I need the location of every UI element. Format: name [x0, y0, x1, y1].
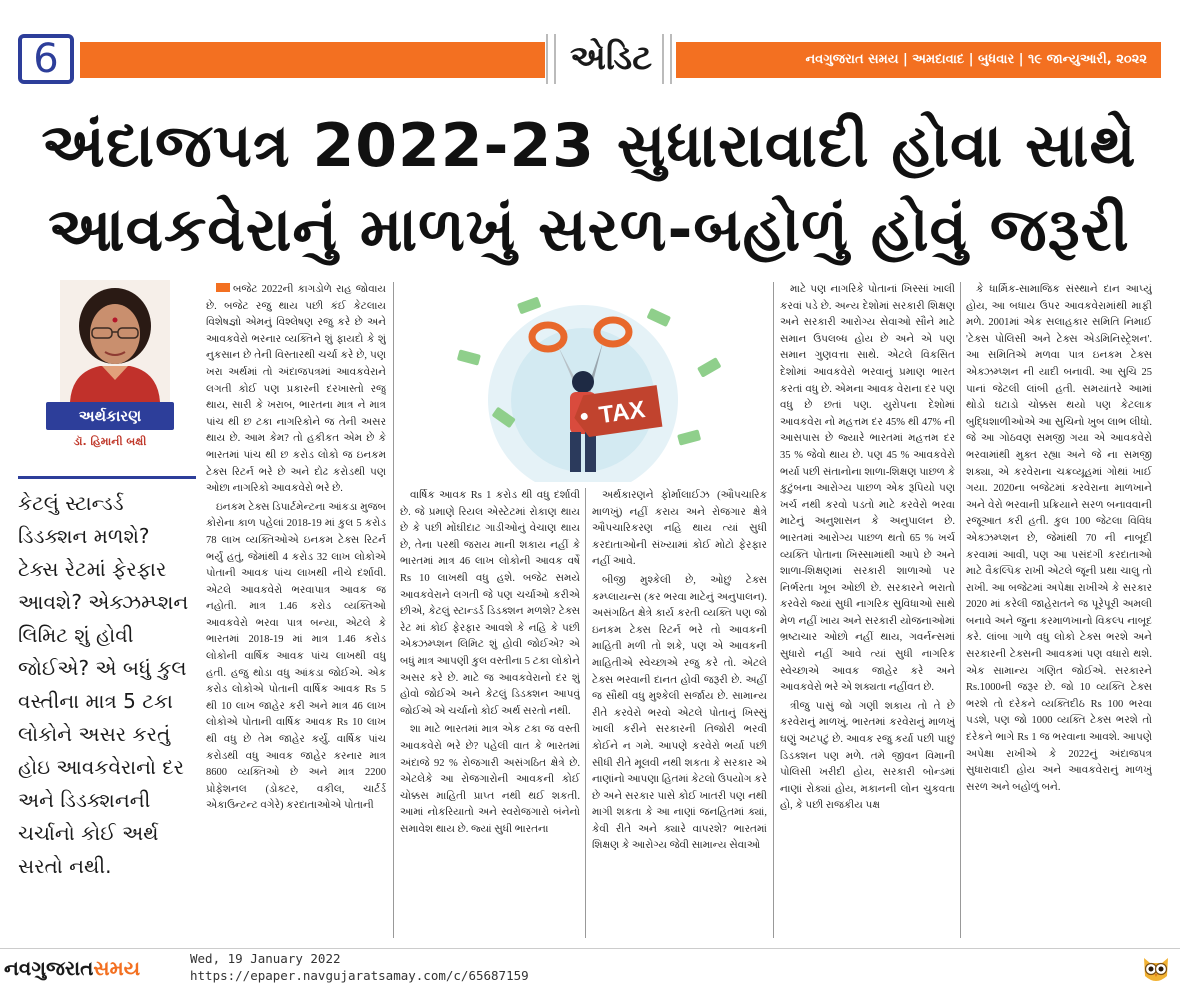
article-start-marker — [216, 283, 230, 292]
article-paragraph: ઇનકમ ટેક્સ ડિપાર્ટમેન્ટના આંકડા મુજબ કોરોના કાળ પહેલાં 2018-19 માં કુલ 5 કરોડ 78 લાખ વ્યક્તિઓએ ઇનકમ ટેક્સ રિટર્ન ભર્યું હતું, જેમાંથી 4 કરોડ 32 લાખ લોકોએ પોતાની આવક પાંચ લાખથી નીચે દર્શાવી. એટલે આવકવેરો ભરવાપાત્ર આવક જ નહોતી. માત્ર 1.46 કરોડ વ્યક્તિઓ આવકવેરો ભરવા પાત્ર બન્યા, એટલે કે ભારતમાં 2018-19 માં માત્ર 1.46 કરોડ લોકોની વાર્ષિક આવક પાંચ લાખથી વધુ હતી. હજુ થોડા વધુ આંકડા જોઈએ. એક કરોડ લોકોએ પોતાની વાર્ષિક આવક Rs 5 થી 10 લાખ જાહેર કરી અને માત્ર 46 લાખ લોકોએ પોતાની વાર્ષિક આવક Rs 10 લાખ થી વધુ છે તેમ જાહેર કર્યું. વાર્ષિક પાંચ કરોડથી વધુ આવક જાહેર કરનાર માત્ર 8600 વ્યક્તિઓ છે અને માત્ર 2200 પ્રોફેશનલ (ડોક્ટર, વકીલ, ચાર્ટર્ડ એકાઉન્ટન્ટ વગેરે) કરદાતાઓએ પોતાની — [206, 501, 386, 812]
column-divider — [585, 488, 586, 938]
article-column-5 — [966, 282, 1152, 942]
section-label: એડિટ — [569, 38, 652, 78]
page-number: 6 — [18, 34, 74, 84]
tax-illustration — [398, 282, 768, 482]
column-divider — [393, 282, 394, 938]
column-divider — [960, 282, 961, 938]
footer-divider — [0, 948, 1180, 949]
article-paragraph: શા માટે ભારતમાં માત્ર એક ટકા જ વસ્તી આવકવેરો ભરે છે? પહેલી વાત કે ભારતમાં અંદાજે 92 % રોજગારી અસંગઠિત ક્ષેત્રે છે. એટલેકે આ રોજગારોની આવકની કોઈ ચોક્કસ માહિતી પ્રાપ્ત નથી થઈ શકતી. આમાં નોકરિયાતો અને સ્વરોજગારો બંનેનો સમાવેશ થાય છે. જ્યાં સુધી ભારતના — [400, 724, 580, 835]
column-divider — [773, 282, 774, 938]
column-name-badge: અર્થકારણ — [46, 402, 174, 430]
author-photo — [60, 280, 170, 402]
article-paragraph: બજેટ 2022ની કાગડોળે રાહ જોવાય છે. બજેટ રજુ થાય પછી કંઈ કેટલાય વિશેષજ્ઞો એમનું વિશ્લેષણ રજુ કરે છે અને આવકવેરો ભરનાર વ્યક્તિને શું ફાયદો કે શું નુકસાન છે તેની વિસ્તારથી ચર્ચા કરે છે, પણ ખરા અર્થમાં તો અંદાજપત્રમાં આવકવેરાને લગતી કોઈ પણ પ્રકારની દરખાસ્તો રજુ થાય, સારી કે ખરાબ, ભારતના માત્ર ને માત્ર પાંચ થી છ ટકા નાગરિકોને જ તેની અસર થાય છે. આમ કેમ? તો હકીકત એમ છે કે ભારતમાં પાંચ થી છ કરોડ લોકો જ ઇનકમ ટેક્સ રિટર્ન ભરે છે અને દોઢ કરોડથી પણ ઓછા નાગરિકો આવકવેરો ભરે છે. — [206, 284, 386, 495]
tax-tag-label: TAX — [597, 396, 647, 430]
header-divider — [546, 34, 556, 84]
publication-logo[interactable] — [4, 956, 140, 980]
article-paragraph: અર્થકારણને ફોર્માલાઈઝ (ઔપચારિક માળખું) નહીં કરાય અને રોજગાર ક્ષેત્રે ઔપચારિકરણ નહિ થાય ત્યાં સુધી કરદાતાઓની સંખ્યામાં કોઈ મોટો ફેરફાર નહીં આવે. — [592, 490, 767, 568]
article-column-4 — [780, 282, 955, 942]
footer-date: Wed, 19 January 2022 — [190, 951, 341, 966]
article-column-2 — [400, 488, 580, 942]
header-divider — [662, 34, 672, 84]
article-paragraph: કે ધાર્મિક-સામાજિક સંસ્થાને દાન આપ્યું હોય, આ બધાય ઉપર આવકવેરામાંથી માફી મળે. 2001માં એક સલાહકાર સમિતિ નિમાઈ 'ટેક્સ પોલિસી અને ટેક્સ એડમિનિસ્ટ્રેશન'. આ સમિતિએ મળવા પાત્ર ઇનકમ ટેક્સ એક્ઝમ્પ્શન ની યાદી બનાવી. આ સુચિ 25 પાનાં જેટલી લાંબી હતી. સમયાંતરે આમાં થોડો ઘટાડો ચોક્કસ થયો પણ કેટલાક બુદ્ધિશાળીઓએ આ સુચિનો ખુબ લાભ લીધો. જે આ ગોઠવણ સમજી ગયા એ આવકવેરો ભરવામાંથી મુક્ત રહ્યા અને જે ના સમજી શક્યા, એ કરવેરાના ચક્રવ્યૂહમાં ગોથાં ખાઈ ગયા. 2020ના બજેટમાં કરવેરાના માળખાને અને વેરો ભરવાની પ્રક્રિયાને સરળ બનાવવાની રજૂઆત કરી હતી. કુલ 100 જેટલા વિવિધ એક્ઝમ્પ્શન છે, જેમાંથી 70 ની નાબૂદી કરવામાં આવી, પણ આ પસંદગી કરદાતાઓ માટે વૈકલ્પિક રાખી એટલે જૂની પ્રથા ચાલુ તો રાખી. આ બજેટમાં અપેક્ષા રાખીએ કે સરકાર 2020 માં કરેલી જાહેરાતને જ પૂરેપૂરી અમલી બનાવે અને જુના કરમાળખાનો વિકલ્પ નાબૂદ કરે. લાંબા ગાળે વધુ લોકો ટેક્સ ભરશે અને સરકારની ટેક્સની આવકમાં પણ વધારો થશે. એક સામાન્ય ગણિત જોઈએ. સરકારને Rs.1000ની જરૂર છે. જો 10 વ્યક્તિ ટેક્સ ભરશે તો દરેકને વ્યક્તિદીઠ Rs 100 ભરવા પડશે, પણ જો 1000 વ્યક્તિ ટેક્સ ભરશે તો દરેકને ભાગે Rs 1 જ ભરવાના આવશે. આપણે અપેક્ષા રાખીએ કે 2022નું અંદાજપત્ર સુધારાવાદી હોય અને આવકવેરાનું માળખું સરળ અને બહોળું બને. — [966, 284, 1152, 793]
author-block — [18, 280, 198, 466]
article-paragraph: બીજી મુશ્કેલી છે, ઓછું ટેક્સ કમ્પ્લાયન્સ (કર ભરવા માટેનું અનુપાલન). અસંગઠિત ક્ષેત્રે કાર્ય કરતી વ્યક્તિ પણ જો ઇનકમ ટેક્સ રિટર્ન ભરે તો આવકની માહિતી મળી તો શકે, પણ એ આવકની માહિતીએ સ્વેચ્છાએ રજુ કરે તો. એટલે ટેક્સ ભરવાની દાનત હોવી જરૂરી છે. અહીં જ સૌથી વધુ મુશ્કેલી સર્જાય છે. સામાન્ય રીતે કરવેરો ભરવો એટલે પોતાનું ખિસ્સું ખાલી કરીને સરકારની તિજોરી ભરવી કોઈને ન ગમે. આપણે કરવેરો ભર્યા પછી સીધી રીતે મૂલવી નથી શકતા કે સરકાર એ નાણાંનો આપણા હિતમાં કેટલો ઉપયોગ કરે છે અને સરકાર પાસે કોઈ ખાતરી પણ નથી માગી શકતા કે આ નાણાં જનહિતમાં ક્યાં, કેવી રીતે અને ક્યારે વાપરશે? ભારતમાં શિક્ષણ કે આરોગ્ય જેવી સામાન્ય સેવાઓ — [592, 574, 767, 852]
dateline: નવગુજરાત સમય | અમદાવાદ | બુધવાર | ૧૯ જાન્યુઆરી, ૨૦૨૨ — [676, 42, 1161, 78]
logo-part-1: નવગુજરાત — [4, 956, 94, 980]
article-column-1 — [206, 282, 386, 942]
pull-quote: કેટલું સ્ટાન્ડર્ડ ડિડક્શન મળશે? ટેક્સ રેટમાં ફેરફાર આવશે? એક્ઝમ્પ્શન લિમિટ શું હોવી જોઈએ? એ બધું કુલ વસ્તીના માત્ર 5 ટકા લોકોને અસર કરતું હોઇ આવકવેરાનો દર અને ડિડક્શનની ચર્ચાનો કોઈ અર્થ સરતો નથી. — [18, 476, 196, 946]
owl-mascot-icon[interactable] — [1140, 952, 1172, 986]
article-column-3 — [592, 488, 767, 942]
author-name: ડૉ. હિમાની બક્ષી — [73, 435, 147, 448]
avatar — [60, 280, 170, 402]
article-paragraph: વાર્ષિક આવક Rs 1 કરોડ થી વધુ દર્શાવી છે. જે પ્રમાણે રિયલ એસ્ટેટમાં રોકાણ થાય છે કે પછી મોંઘીદાટ ગાડીઓનું વેચાણ થાય છે, તેના પરથી જરાય માની શકાય નહીં કે ભારતમાં માત્ર 46 લાખ લોકોની આવક વર્ષે Rs 10 લાખથી વધુ હશે. બજેટ સમયે આવકવેરાને લગતી જે પણ ચર્ચાઓ કરીએ છીએ, કેટલું સ્ટાન્ડર્ડ ડિડક્શન મળશે? ટેક્સ રેટ માં કોઈ ફેરફાર આવશે કે નહિ કે પછી એક્ઝમ્પ્શન લિમિટ શું હોવી જોઈએ? એ બધું માત્ર આપણી કુલ વસ્તીના 5 ટકા લોકોને અસર કરે છે. માટે જ આવકવેરાનો દર શું હોવો જોઈએ અને કેટલું ડિડક્શન આપવું જોઈએ એ ચર્ચાનો કોઈ અર્થ સરતો નથી. — [400, 490, 580, 717]
logo-part-2: સમય — [93, 956, 141, 980]
headline-line-2: આવકવેરાનું માળખું સરળ-બહોળું હોવું જરૂરી — [48, 195, 1130, 265]
article-paragraph: ત્રીજુ પાસું જો ગણી શકાય તો તે છે કરવેરાનું માળખું. ભારતમાં કરવેરાનું માળખું ઘણું અટપટું છે. આવક રજુ કર્યા પછી પાછું ડિડક્શન પણ મળે. તમે જીવન વિમાની પોલિસી ખરીદી હોય, સરકારી બોન્ડમાં નાણાં રોક્યાં હોય, મકાનની લોન ચુકવતા હો, કે પછી રાજકીય પક્ષ — [780, 700, 955, 812]
headline-line-1: અંદાજપત્ર 2022-23 સુધારાવાદી હોવા સાથે — [41, 111, 1137, 181]
header-bar-left — [80, 42, 545, 78]
article-paragraph: માટે પણ નાગરિકે પોતાનાં ખિસ્સાં ખાલી કરવાં પડે છે. અન્ય દેશોમાં સરકારી શિક્ષણ અને સરકારી આરોગ્ય સેવાઓ સૌને માટે સમાન ઉપલબ્ધ હોય છે અને એ પણ સમાન ગુણવત્તા સાથે. એટલે વિકસિત દેશોમાં આવકવેરો ભરવાનું પ્રમાણ ભારત કરતાં વધુ છે. એમના આવક વેરાના દર પણ વધુ છે છતાં પણ. યુરોપના દેશોમાં આવકવેરા નો મહત્તમ દર 45% થી 47% ની આસપાસ છે જ્યારે ભારતમાં મહત્તમ દર 35 % જેવો થાય છે. પણ 45 % આવકવેરો ભર્યા પછી સંતાનોના શાળા-શિક્ષણ પાછળ કે કુટુંબના આરોગ્ય પાછળ એક રૂપિયો પણ ખર્ચ નથી કરવો પડતો માટે કરવેરો ભરવા માટેનું અનુશાસન કે અનુપાલન છે. ભારતમાં આરોગ્ય પાછળ થતો 65 % ખર્ચ વ્યક્તિ પોતાના ખિસ્સામાંથી આપે છે અને શાળા-શિક્ષણમાં સરકારી શાળાઓ પર નિર્ભરતા ખૂબ ઓછી છે. સરકારને ભરાતો કરવેરો જ્યાં સુધી નાગરિક સુવિધાઓ સાથે મેળ નહીં ખાય અને સરકારી યોજનાઓમાં ભ્રષ્ટાચાર ઓછો નહીં થાય, ગવર્નન્સમાં સુધારો નહીં આવે ત્યાં સુધી નાગરિક સ્વેચ્છાએ આવક જાહેર કરે અને આવકવેરો ભરે એ શક્યતા નહીંવત છે. — [780, 284, 955, 694]
headline — [14, 104, 1164, 272]
footer-url-link[interactable]: https://epaper.navgujaratsamay.com/c/65687159 — [190, 968, 529, 983]
